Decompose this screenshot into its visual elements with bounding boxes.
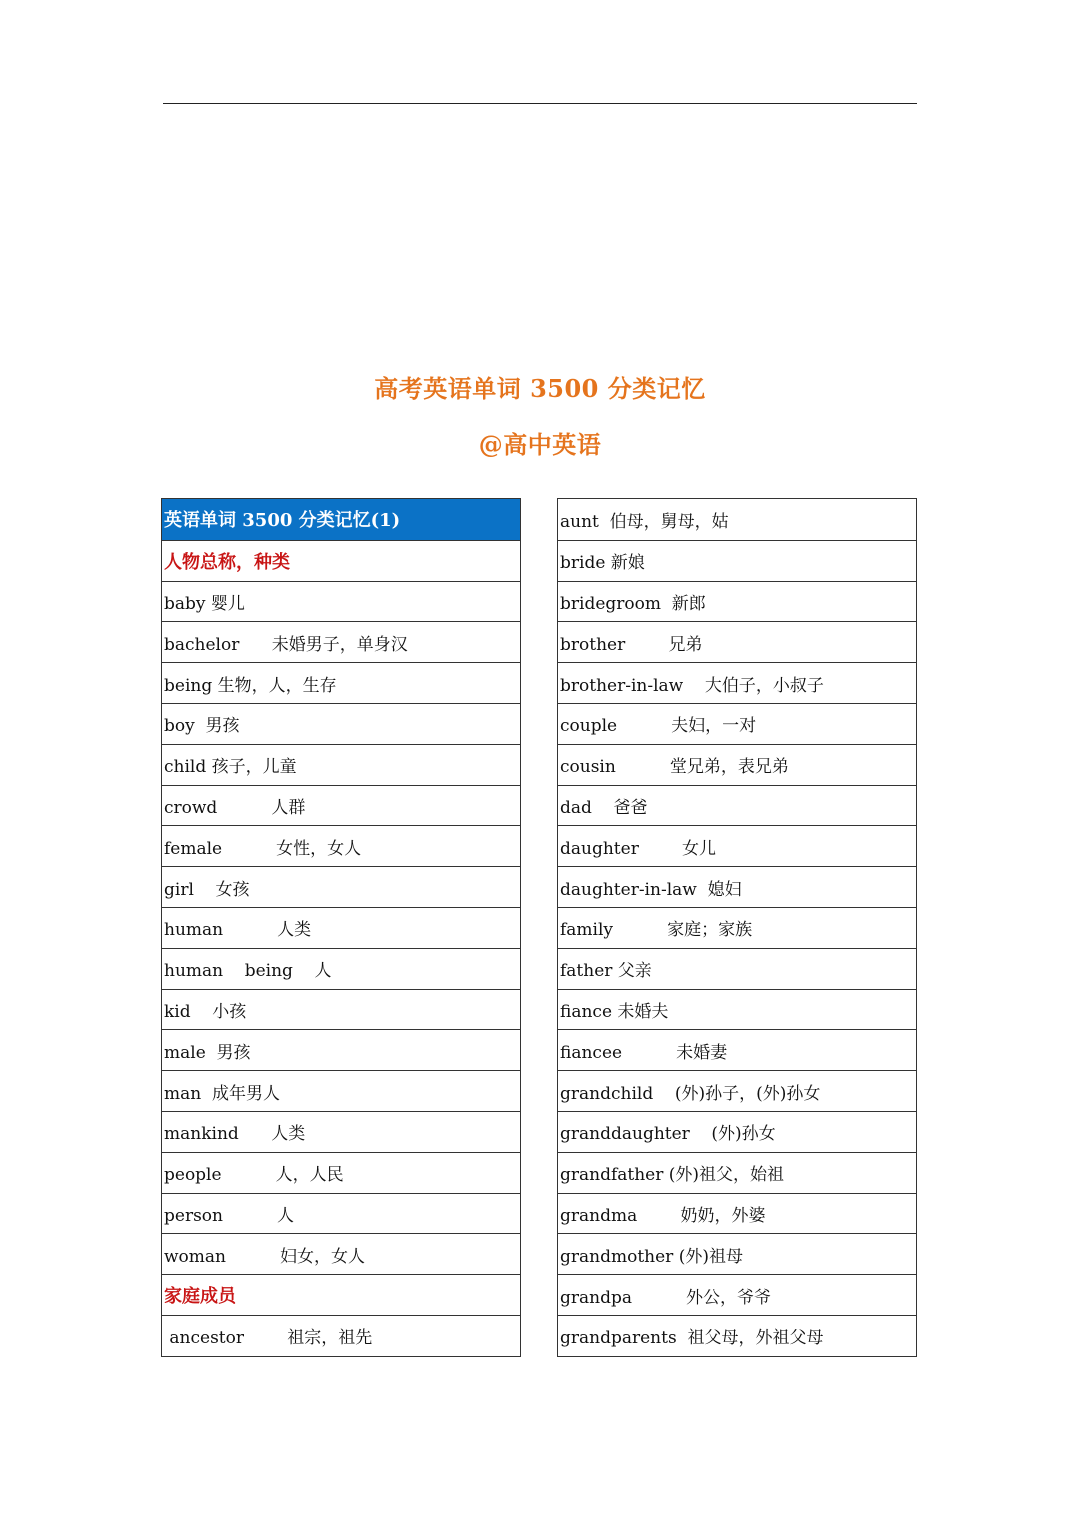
- vocab-entry: mankind 人类: [162, 1111, 520, 1152]
- document-title: 高考英语单词 3500 分类记忆: [374, 374, 706, 403]
- vocab-entry: person 人: [162, 1193, 520, 1234]
- table-header: 英语单词 3500 分类记忆(1): [162, 499, 520, 540]
- vocab-entry: bachelor 未婚男子，单身汉: [162, 621, 520, 662]
- vocab-entry: grandfather (外)祖父，始祖: [558, 1152, 916, 1193]
- vocab-entry: fiancee 未婚妻: [558, 1029, 916, 1070]
- vocab-table-left: [161, 498, 521, 1357]
- vocab-entry: people 人，人民: [162, 1152, 520, 1193]
- vocab-entry: brother 兄弟: [558, 621, 916, 662]
- vocab-entry: baby 婴儿: [162, 581, 520, 622]
- vocab-entry: bridegroom 新郎: [558, 581, 916, 622]
- vocab-entry: family 家庭；家族: [558, 907, 916, 948]
- vocab-table-right: [557, 498, 917, 1357]
- vocab-entry: woman 妇女，女人: [162, 1233, 520, 1274]
- section-heading: 人物总称，种类: [162, 540, 520, 581]
- vocab-entry: cousin 堂兄弟，表兄弟: [558, 744, 916, 785]
- vocab-entry: girl 女孩: [162, 866, 520, 907]
- vocab-entry: granddaughter (外)孙女: [558, 1111, 916, 1152]
- vocab-entry: bride 新娘: [558, 540, 916, 581]
- vocab-entry: grandpa 外公，爷爷: [558, 1274, 916, 1315]
- vocab-entry: grandma 奶奶，外婆: [558, 1193, 916, 1234]
- vocab-entry: boy 男孩: [162, 703, 520, 744]
- vocab-entry: daughter-in-law 媳妇: [558, 866, 916, 907]
- vocab-entry: father 父亲: [558, 948, 916, 989]
- vocab-entry: grandparents 祖父母，外祖父母: [558, 1315, 916, 1356]
- vocab-entry: kid 小孩: [162, 989, 520, 1030]
- vocab-entry: man 成年男人: [162, 1070, 520, 1111]
- header-rule: [163, 103, 917, 104]
- vocab-entry: male 男孩: [162, 1029, 520, 1070]
- document-subtitle: @高中英语: [478, 430, 602, 459]
- vocab-entry: ancestor 祖宗，祖先: [162, 1315, 520, 1356]
- vocab-entry: human being 人: [162, 948, 520, 989]
- vocab-entry: being 生物，人，生存: [162, 662, 520, 703]
- vocab-entry: grandchild (外)孙子，(外)孙女: [558, 1070, 916, 1111]
- vocab-entry: couple 夫妇，一对: [558, 703, 916, 744]
- vocab-entry: child 孩子，儿童: [162, 744, 520, 785]
- vocab-entry: human 人类: [162, 907, 520, 948]
- vocab-entry: crowd 人群: [162, 785, 520, 826]
- section-heading: 家庭成员: [162, 1274, 520, 1315]
- vocab-entry: dad 爸爸: [558, 785, 916, 826]
- vocab-entry: daughter 女儿: [558, 825, 916, 866]
- vocab-entry: brother-in-law 大伯子，小叔子: [558, 662, 916, 703]
- vocab-entry: female 女性，女人: [162, 825, 520, 866]
- vocab-entry: grandmother (外)祖母: [558, 1233, 916, 1274]
- vocab-entry: fiance 未婚夫: [558, 989, 916, 1030]
- vocab-entry: aunt 伯母，舅母，姑: [560, 511, 729, 532]
